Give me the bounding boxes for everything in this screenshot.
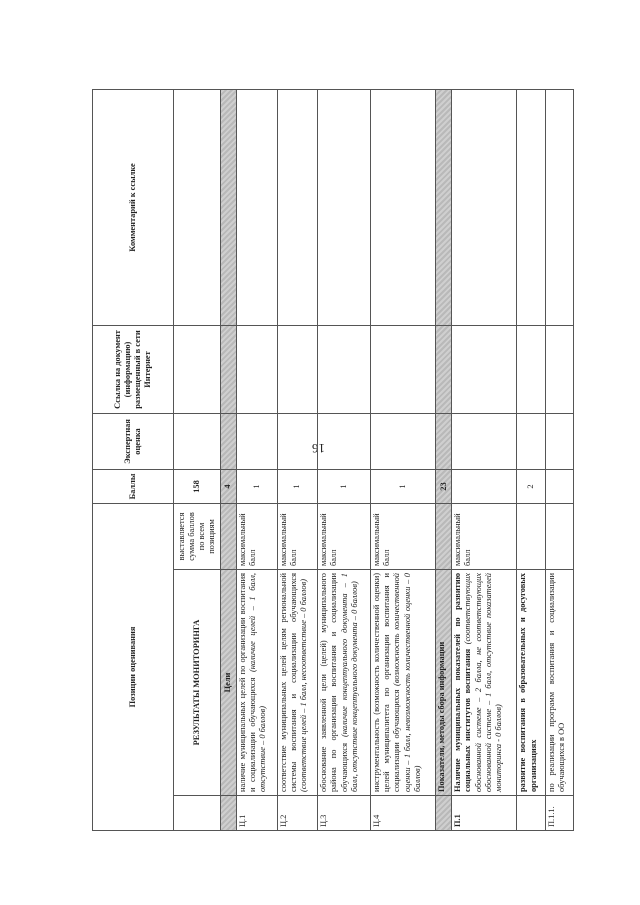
table-row	[277, 90, 318, 831]
total-label: РЕЗУЛЬТАТЫ МОНИТОРИНГА	[174, 570, 221, 796]
goals-section-row	[221, 90, 237, 831]
row-points: 2	[517, 470, 545, 504]
row-eval	[545, 504, 573, 570]
goals-section-points: 4	[221, 470, 237, 504]
header-row	[93, 90, 174, 831]
row-code	[517, 796, 545, 831]
indicators-section-points: 23	[436, 470, 452, 504]
header-points: Баллы	[93, 470, 174, 504]
indicators-section-row	[436, 90, 452, 831]
row-code: Ц.2	[277, 796, 318, 831]
row-code: Ц.4	[370, 796, 435, 831]
row-text: наличие муниципальных целей по организации воспитания и социализации обучающихся	[237, 573, 258, 792]
rotated-table-container	[92, 90, 574, 831]
row-points: 1	[318, 470, 371, 504]
table-row	[517, 90, 545, 831]
monitoring-table	[92, 89, 574, 831]
row-points: 1	[277, 470, 318, 504]
page-number: 16	[312, 441, 325, 456]
total-evaluation: выставляется сумма баллов по всем позициям	[174, 504, 221, 570]
row-points	[452, 470, 517, 504]
row-code: Ц.3	[318, 796, 371, 831]
row-eval: максимальный балл	[452, 504, 517, 570]
total-row	[174, 90, 221, 831]
goals-section-label: Цели	[221, 570, 237, 796]
header-comments: Комментарий к ссылке	[93, 90, 174, 326]
table-row	[318, 90, 371, 831]
indicators-section-label: Показатели, методы сбора информации	[436, 570, 452, 796]
row-points: 1	[236, 470, 277, 504]
row-note: (соответствующих обоснованной системе – 2 балла, не соответствующих обоснованной системе – 1 балл, отсутствие показателей мониторинга - 0 баллов)	[463, 572, 504, 792]
row-text: по реализации программ воспитания и социализации обучающихся в ОО	[546, 573, 566, 792]
row-text: соответствие муниципальных целей целям региональной системы воспитания и социализации обучающихся	[278, 573, 298, 792]
row-text: обоснование заявленной цели (целей) муниципального района по организации воспитания и социализации обучающихся	[319, 573, 349, 792]
header-expert: Экспертная оценка	[93, 414, 174, 470]
table-row	[236, 90, 277, 831]
row-text: инструментальность (возможность количественной оценки) целей муниципалитета по организации воспитания и социализации обучающихся	[371, 573, 402, 792]
table-row	[452, 90, 517, 831]
table-row	[370, 90, 435, 831]
row-eval: максимальный балл	[370, 504, 435, 570]
row-eval	[517, 504, 545, 570]
row-text: Наличие муниципальных показателей по развитию социальных институтов воспитания	[453, 573, 473, 792]
total-points: 158	[174, 470, 221, 504]
header-link: Ссылка на документ (информацию) размещенный в сети Интернет	[93, 326, 174, 414]
header-position: Позиции оценивания	[93, 504, 174, 831]
row-eval: максимальный балл	[318, 504, 371, 570]
row-note: (наличие целей – 1 балл, отсутствие – 0 баллов)	[248, 573, 268, 792]
row-note: (возможность количественной оценки – 1 балл, невозможность количественной оценки – 0 баллов)	[392, 573, 422, 792]
table-row	[545, 90, 573, 831]
row-eval: максимальный балл	[236, 504, 277, 570]
row-code: П.1.1.	[545, 796, 573, 831]
row-text: развитие воспитания в образовательных и досуговых организациях	[518, 573, 538, 792]
row-points	[545, 470, 573, 504]
row-note: (соответствие целей – 1 балл, несоответствие – 0 баллов)	[299, 579, 308, 792]
row-note: (наличие концептуального документа – 1 балл, отсутствие концептуального документа – 0 баллов)	[339, 573, 359, 792]
row-code: Ц.1	[236, 796, 277, 831]
row-code: П.1	[452, 796, 517, 831]
row-points: 1	[370, 470, 435, 504]
row-eval: максимальный балл	[277, 504, 318, 570]
